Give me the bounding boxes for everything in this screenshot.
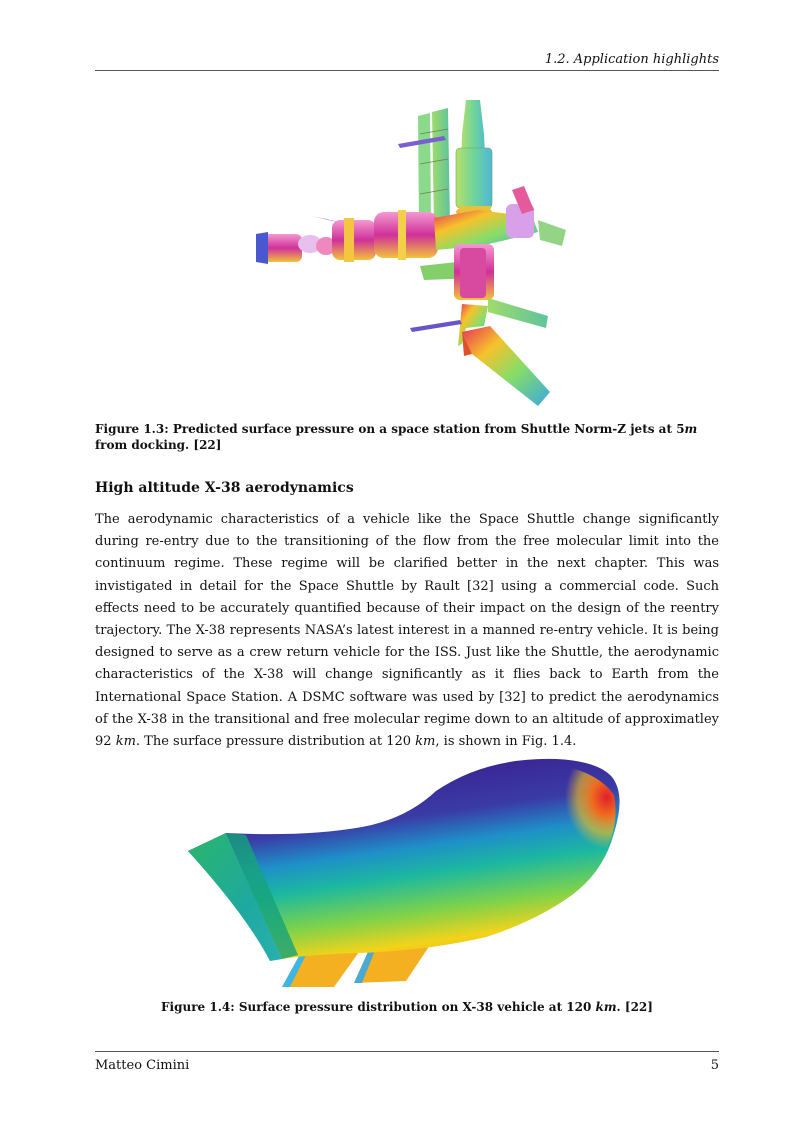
space-station-figure [248,94,568,410]
header-rule [95,70,719,71]
upper-module [456,100,492,222]
paragraph-text-1: The aerodynamic characteristics of a vehicle like the Space Shuttle change significantly during re-entry due to the transitioning of the flow from the free molecular limit into the continuum regime. These regime will be clarified better in the next chapter. This was invistigated in detail for the Space Shuttle by Rault [32] using a commercial code. Such effects need to be accurately quantified because of their impact on the design of the reentry trajectory. The X-38 represents NASA’s latest interest in a manned re-entry vehicle. It is being designed to serve as a crew return vehicle for the ISS. Just like the Shuttle, the aerodynamic characteristics of the X-38 will change significantly as it flies back to Earth from the International Space Station. A DSMC software was used by [32] to predict the aerodynamics of the X-38 in the transitional and free molecular regime down to an altitude of approximatley 92 [95,512,719,750]
paragraph-unit-1: km [115,734,136,750]
figure-1-3-unit: m [684,422,698,436]
lower-module [410,244,550,406]
figure-1-4-caption-end: . [22] [616,1000,653,1014]
core-modules [256,186,566,264]
body-paragraph [95,509,719,753]
figure-1-3-label: Figure 1.3: [95,422,169,436]
page-number: 5 [710,1058,719,1073]
section-title: High altitude X-38 aerodynamics [95,480,354,496]
figure-1-4-unit: km [595,1000,617,1014]
paragraph-text-3: , is shown in Fig. 1.4. [435,734,577,750]
figure-1-3-caption-text: Predicted surface pressure on a space station from Shuttle Norm-Z jets at [172,422,672,436]
figure-1-3-caption-end: from docking. [22] [95,438,222,452]
x38-vehicle-figure [186,755,628,991]
figure-1-4-caption [95,1000,719,1014]
figure-1-4-caption-text: Surface pressure distribution on X-38 vehicle at 120 [238,1000,592,1014]
paragraph-text-2: . The surface pressure distribution at 120 [135,734,412,750]
figure-1-3-caption [95,421,719,453]
figure-1-4-label: Figure 1.4: [161,1000,235,1014]
footer-rule [95,1051,719,1052]
footer-author: Matteo Cimini [95,1058,190,1073]
running-header: 1.2. Application highlights [544,52,719,67]
paragraph-unit-2: km [415,734,436,750]
figure-1-3-value: 5 [676,422,685,436]
